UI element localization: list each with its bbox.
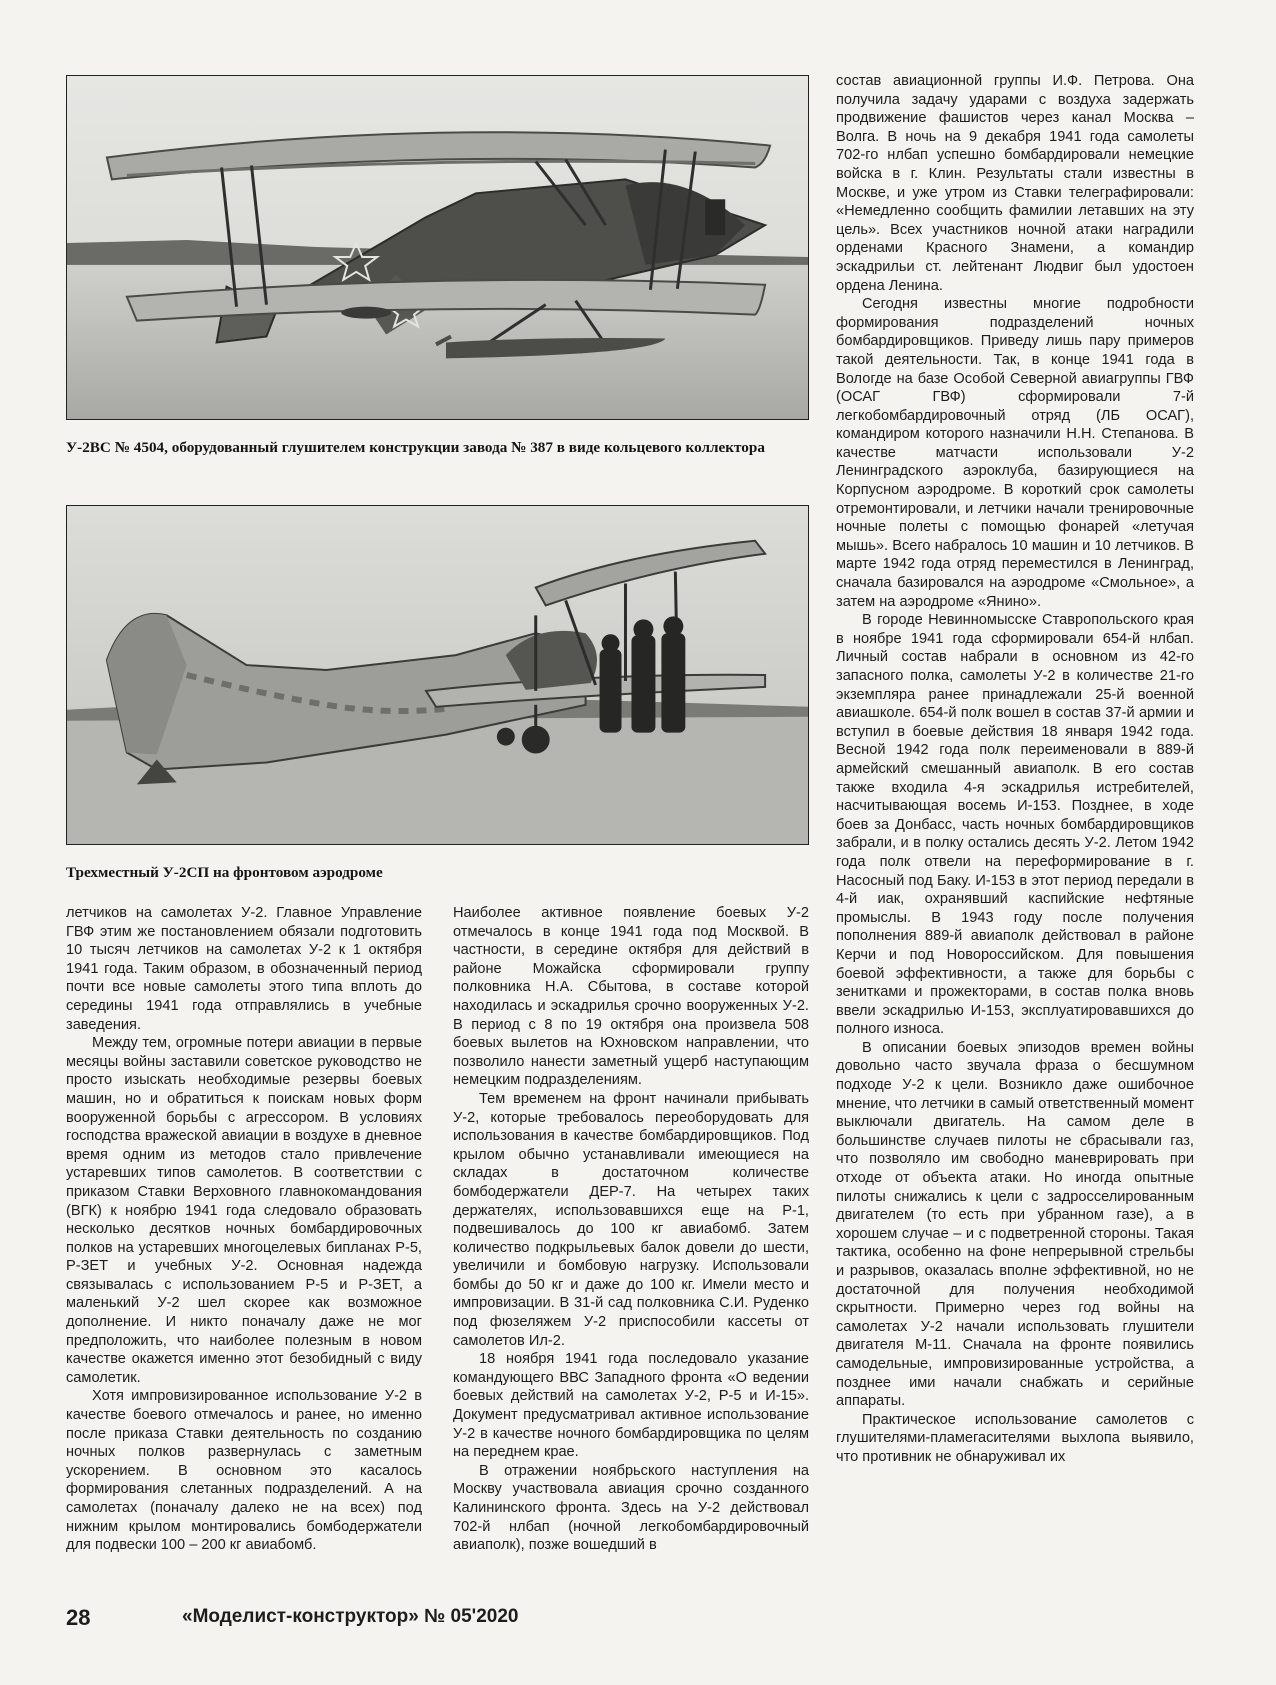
paragraph: Хотя импровизированное использование У-2 в качестве боевого отмечалось и ранее, но именно после приказа Ставки деятельность по созданию ночных полков развернулась с заметным ускорением. В основном это касалось формирования слетанных подразделений. А на самолетах (поначалу далеко не на всех) под нижним крылом монтировались бомбодержатели для подвески 100 – 200 кг авиабомб. — [66, 1388, 422, 1554]
paragraph: В городе Невинномысске Ставропольского края в ноябре 1941 года сформировали 654-й нлбап. Личный состав набрали в основном из 42-го запасного полка, самолеты У-2 в количестве 21-го экземпляра ранее принадлежали 25-й военной авиашколе. 654-й полк вошел в состав 37-й армии и вступил в боевые действия 18 января 1942 года. Весной 1942 года полк переименовали в 889-й армейский смешанный авиаполк. В его состав также входила 4-я эскадрилья истребителей, насчитывающая восемь И-153. Позднее, в ходе боев за Донбасс, часть ночных бомбардировщиков забрали, и в полку остались десять У-2. Летом 1942 года полк отвели на переформирование в г. Насосный под Баку. И-153 в этот период передали в 4-й иак, охранявший каспийские нефтяные промыслы. В 1943 году после получения пополнения 889-й авиаполк действовал в районе Керчи и под Новороссийском. Для повышения боевой эффективности, а также для борьбы с зенитками и прожекторами, в состав полка вновь ввели эскадрилью И-153, эксплуатировавшихся до полного износа. — [836, 612, 1194, 1038]
paragraph: летчиков на самолетах У-2. Главное Управление ГВФ этим же постановлением обязали подготовить 10 тысяч летчиков на самолетах У-2 к 1 октября 1941 года. Таким образом, в обозначенный период почти все новые самолеты этого типа вплоть до середины 1941 года отправлялись в учебные заведения. — [66, 905, 422, 1033]
paragraph: 18 ноября 1941 года последовало указание командующего ВВС Западного фронта «О ведении боевых действий на самолетах У-2, Р-5 и И-15». Документ предусматривал активное использование У-2 в качестве ночного бомбардировщика по целям на переднем крае. — [453, 1351, 809, 1461]
paragraph: Между тем, огромные потери авиации в первые месяцы войны заставили советское руководство не просто изыскать необходимые резервы боевых машин, но и обратиться к поискам новых форм вооруженной борьбы с агрессором. В условиях господства вражеской авиации в воздухе в дневное время одним из методов стало привлечение устаревших типов самолетов. В соответствии с приказом Ставки Верховного главнокомандования (ВГК) к ноябрю 1941 года следовало образовать несколько десятков ночных бомбардировочных полков на устаревших многоцелевых бипланах Р-5, Р-ЗЕТ и учебных У-2. Основная надежда связывалась с использованием Р-5 и Р-ЗЕТ, а маленький У-2 шел скорее как возможное дополнение. И никто поначалу даже не мог предположить, что наиболее полезным в новом качестве окажется именно этот безобидный с виду самолетик. — [66, 1035, 422, 1386]
paragraph: В отражении ноябрьского наступления на Москву участвовала авиация срочно созданного Калининского фронта. Здесь на У-2 действовал 702-й нлбап (ночной легкобомбардировочный авиаполк), позже вошедший в — [453, 1462, 809, 1554]
paragraph: Сегодня известны многие подробности формирования подразделений ночных бомбардировщиков. Приведу лишь пару примеров такой деятельности. Так, в конце 1941 года в Вологде на базе Особой Северной авиагруппы ГВФ (ОСАГ ГВФ) сформировали 7-й легкобомбардировочный отряд (ЛБ ОСАГ), командиром которого назначили Н.Н. Степанова. В качестве матчасти использовали У-2 Ленинградского аэроклуба, базирующиеся на Корпусном аэродроме. В короткий срок самолеты отремонтировали, и летчики начали тренировочные ночные полеты с помощью фонарей «летучая мышь». Всего набралось 10 машин и 10 летчиков. В марте 1942 года отряд переместился в Ленинград, сначала базировался на аэродроме «Смольное», а затем на аэродроме «Янино». — [836, 296, 1194, 610]
paragraph: В описании боевых эпизодов времен войны довольно часто звучала фраза о бесшумном подходе У-2 к цели. Возникло даже ошибочное мнение, что летчики в самый ответственный момент выключали двигатель. На самом деле в большинстве случаев пилоты не сбрасывали газ, что позволяло им свободно маневрировать при отходе от объекта атаки. Но иногда опытные пилоты снижались к цели с задросселированным двигателем (то есть при убранном газе), а в хорошем случае – и с подветренной стороны. Такая тактика, особенно на фоне непрерывной стрельбы и разрывов, оказалась вполне эффективной, но не достаточной для получения необходимой скрытности. Примерно через год войны на самолетах У-2 начали использовать глушители двигателя М-11. Сначала на фронте появились самодельные, импровизированные устройства, а позднее ими начали снабжать и серийные аппараты. — [836, 1039, 1194, 1410]
photo-u2vs-skis — [66, 75, 809, 420]
paragraph: Практическое использование самолетов с глушителями-пламегасителями выхлопа выявило, что противник не обнаруживал их — [836, 1411, 1194, 1465]
photo-caption: У-2ВС № 4504, оборудованный глушителем конструкции завода № 387 в виде кольцевого коллектора — [66, 439, 765, 456]
page-number: 28 — [66, 1605, 91, 1630]
paragraph: Тем временем на фронт начинали прибывать У-2, которые требовалось переоборудовать для использования в качестве бомбардировщиков. Под крылом обычно устанавливали имеющиеся на складах в достаточном количестве бомбодержатели ДЕР-7. На четырех таких держателях, использовавшихся еще на Р-1, подвешивалось до 100 кг авиабомб. Затем количество подкрыльевых балок довели до шести, увеличили и бомбовую нагрузку. Использовали бомбы до 50 кг и даже до 100 кг. Имели место и импровизации. В 31-й сад полковника С.И. Руденко под фюзеляжем У-2 приспособили кассеты от самолетов Ил-2. — [453, 1090, 809, 1349]
photo-u2vs-image — [67, 76, 808, 419]
photo-caption: Трехместный У-2СП на фронтовом аэродроме — [66, 864, 383, 881]
paragraph: состав авиационной группы И.Ф. Петрова. Она получила задачу ударами с воздуха задержать продвижение фашистов через канал Москва – Волга. В ночь на 9 декабря 1941 года самолеты 702-го нлбап успешно бомбардировали немецкие войска в г. Клин. Результаты стали известны в Москве, и уже утром из Ставки телеграфировали: «Немедленно сообщить фамилии летавших на эту цель». Всех участников ночной атаки наградили орденами Красного Знамени, а командир эскадрильи ст. лейтенант Людвиг был удостоен ордена Ленина. — [836, 73, 1194, 294]
article-column-middle — [453, 904, 809, 1555]
photo-u2sp-image — [67, 506, 808, 844]
article-column-right — [836, 72, 1194, 1467]
photo-u2sp-airfield — [66, 505, 809, 845]
magazine-title: «Моделист-конструктор» № 05'2020 — [182, 1606, 519, 1627]
paragraph: Наиболее активное появление боевых У-2 отмечалось в конце 1941 года под Москвой. В частности, в середине октября для действий в районе Можайска сформировали группу полковника Н.А. Сбытова, в составе которой находилась и эскадрилья срочно вооруженных У-2. В период с 8 по 19 октября она произвела 508 боевых вылетов на Юхновском направлении, что позволило нанести заметный ущерб наступающим немецким подразделениям. — [453, 905, 809, 1089]
article-column-left — [66, 904, 422, 1555]
